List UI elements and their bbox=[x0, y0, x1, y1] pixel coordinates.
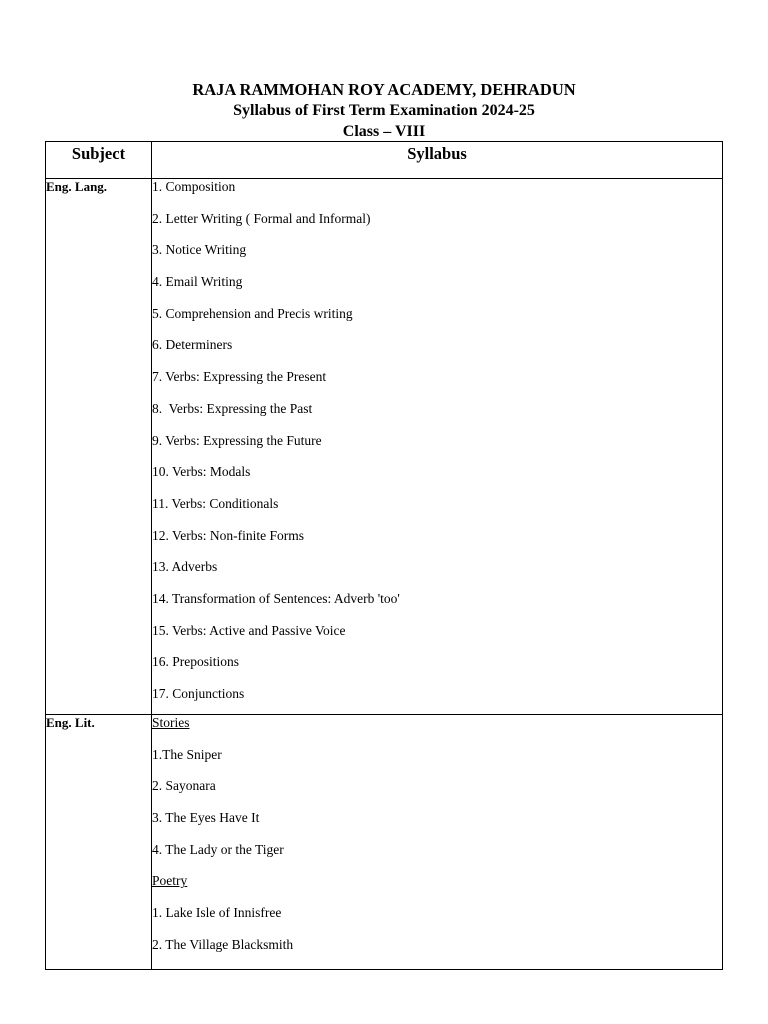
subject-cell-eng-lit: Eng. Lit. bbox=[46, 715, 152, 970]
list-item: 11. Verbs: Conditionals bbox=[152, 495, 279, 511]
exam-title: Syllabus of First Term Examination 2024-25 bbox=[233, 102, 535, 119]
syllabus-table bbox=[45, 141, 723, 970]
list-item: 9. Verbs: Expressing the Future bbox=[152, 432, 322, 448]
stories-heading: Stories bbox=[152, 715, 190, 730]
list-item: 15. Verbs: Active and Passive Voice bbox=[152, 622, 346, 638]
list-item: 17. Conjunctions bbox=[152, 686, 245, 701]
table-row bbox=[46, 179, 723, 715]
list-item: 1.The Sniper bbox=[152, 746, 222, 762]
list-item: 4. Email Writing bbox=[152, 274, 243, 290]
list-item: 2. Letter Writing ( Formal and Informal) bbox=[152, 210, 371, 226]
table-row bbox=[46, 715, 723, 970]
list-item: 12. Verbs: Non-finite Forms bbox=[152, 527, 304, 543]
list-item: 13. Adverbs bbox=[152, 559, 218, 575]
syllabus-cell-eng-lang bbox=[152, 179, 723, 715]
document-header bbox=[0, 79, 768, 142]
list-item: 16. Prepositions bbox=[152, 654, 240, 670]
subject-cell-eng-lang: Eng. Lang. bbox=[46, 179, 152, 715]
subject-column-header: Subject bbox=[46, 142, 152, 179]
list-item: 14. Transformation of Sentences: Adverb 'too' bbox=[152, 590, 400, 606]
list-item: 8. Verbs: Expressing the Past bbox=[152, 400, 313, 416]
list-item: 1. Lake Isle of Innisfree bbox=[152, 905, 282, 921]
list-item: 10. Verbs: Modals bbox=[152, 464, 251, 480]
table-header-row bbox=[46, 142, 723, 179]
poetry-heading: Poetry bbox=[152, 873, 188, 889]
list-item: 5. Comprehension and Precis writing bbox=[152, 305, 353, 321]
list-item: 3. The Eyes Have It bbox=[152, 810, 260, 826]
school-name: RAJA RAMMOHAN ROY ACADEMY, DEHRADUN bbox=[192, 80, 576, 99]
list-item: 2. The Village Blacksmith bbox=[152, 936, 294, 952]
list-item: 4. The Lady or the Tiger bbox=[152, 841, 284, 857]
syllabus-cell-eng-lit bbox=[152, 715, 723, 970]
list-item: 3. Notice Writing bbox=[152, 242, 247, 258]
list-item: 2. Sayonara bbox=[152, 778, 216, 794]
syllabus-column-header: Syllabus bbox=[152, 142, 723, 179]
list-item: 6. Determiners bbox=[152, 337, 233, 353]
class-title: Class – VIII bbox=[342, 123, 426, 140]
list-item: 7. Verbs: Expressing the Present bbox=[152, 369, 327, 385]
list-item: 1. Composition bbox=[152, 179, 236, 194]
